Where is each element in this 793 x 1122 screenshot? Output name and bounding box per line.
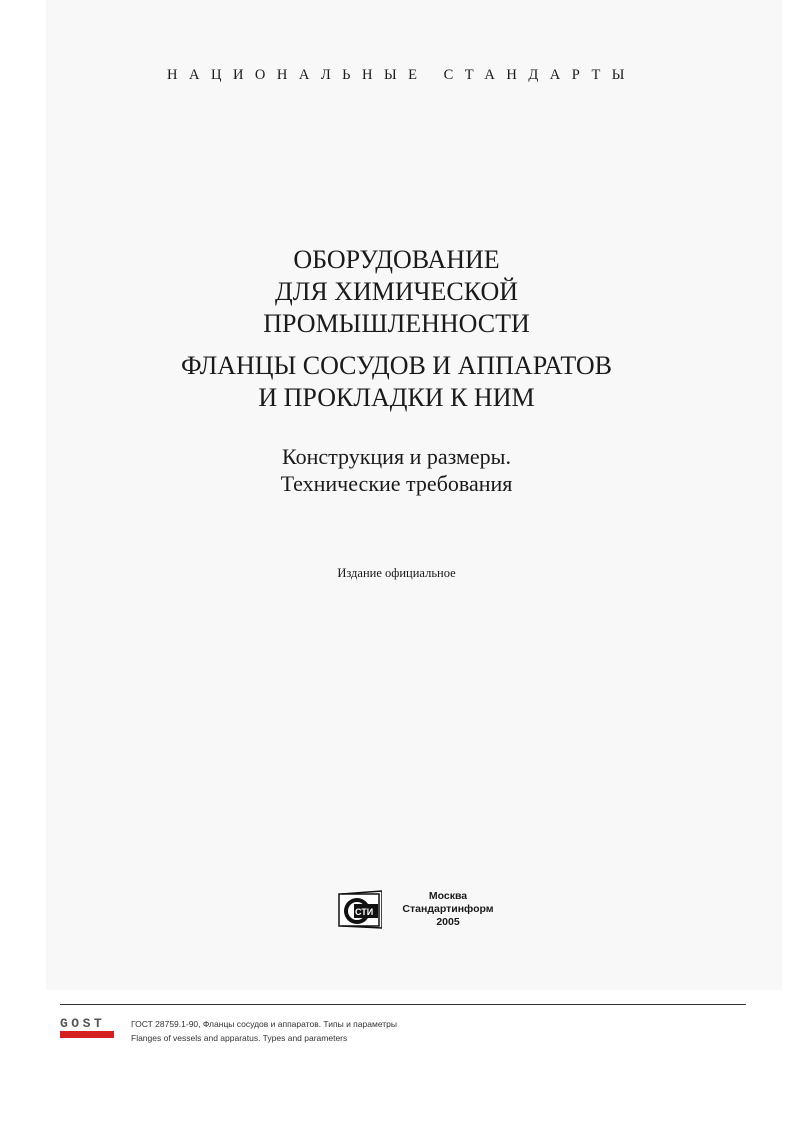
- gost-expert-logo: [60, 1017, 116, 1040]
- main-title-line: ПРОМЫШЛЕННОСТИ: [263, 309, 530, 338]
- gost-logo-text: GOST: [60, 1016, 106, 1031]
- descriptor-line: Конструкция и размеры.: [282, 444, 511, 469]
- edition-note: Издание официальное: [337, 566, 456, 580]
- svg-text:СТИ: СТИ: [355, 907, 374, 917]
- publisher-block: [338, 890, 508, 930]
- publisher-year: 2005: [436, 916, 460, 928]
- sub-title: [0, 350, 793, 414]
- main-title-line: ДЛЯ ХИМИЧЕСКОЙ: [274, 277, 519, 306]
- main-title-line: ОБОРУДОВАНИЕ: [293, 245, 500, 274]
- publisher-city: Москва: [428, 890, 468, 902]
- sub-title-line: И ПРОКЛАДКИ К НИМ: [258, 383, 535, 412]
- footer-reference: [131, 1017, 397, 1045]
- publisher-text: [398, 890, 498, 929]
- footer-ref-ru: ГОСТ 28759.1-90, Фланцы сосудов и аппаратов. Типы и параметры: [131, 1019, 397, 1029]
- standartinform-logo-icon: [338, 890, 382, 930]
- gost-logo-bar: [60, 1031, 114, 1038]
- series-header: НАЦИОНАЛЬНЫЕ СТАНДАРТЫ: [167, 67, 636, 83]
- sub-title-line: ФЛАНЦЫ СОСУДОВ И АППАРАТОВ: [181, 351, 612, 380]
- footer-ref-en: Flanges of vessels and apparatus. Types and parameters: [131, 1033, 348, 1043]
- descriptor: [0, 443, 793, 497]
- footer-divider: [60, 1004, 746, 1005]
- publisher-name: Стандартинформ: [402, 903, 494, 915]
- main-title: [0, 244, 793, 340]
- descriptor-line: Технические требования: [280, 471, 513, 496]
